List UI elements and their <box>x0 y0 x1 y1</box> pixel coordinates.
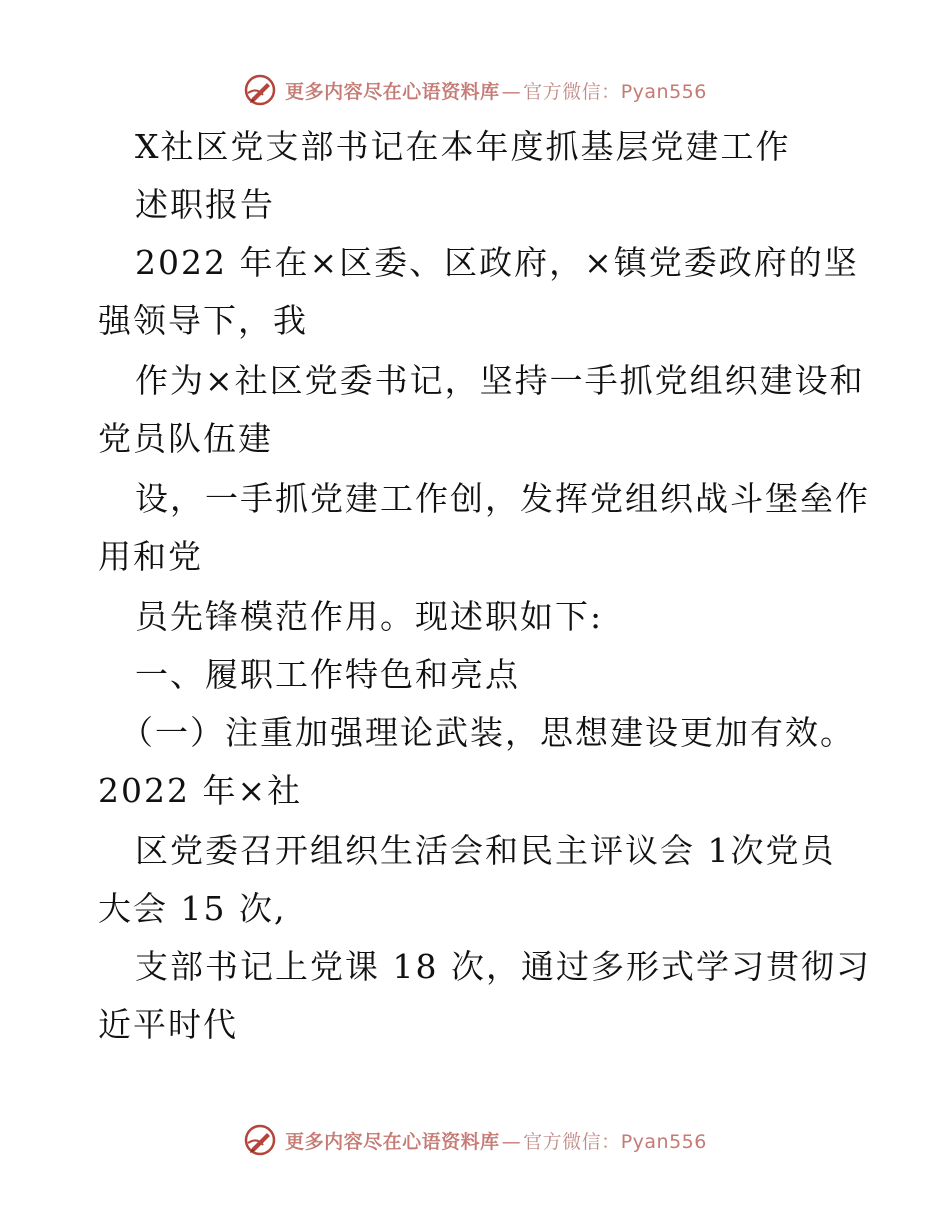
section-heading: 一、履职工作特色和亮点 <box>135 655 520 694</box>
paragraph-line: 近平时代 <box>98 1005 238 1044</box>
paragraph-line: 2022 年×社 <box>98 771 303 810</box>
watermark-text <box>285 1127 707 1154</box>
watermark-text <box>285 77 707 104</box>
document-title-line-2: 述职报告 <box>135 185 275 224</box>
paragraph-line: 作为×社区党委书记，坚持一手抓党组织建设和 <box>135 361 865 400</box>
watermark-wechat-label: 官方微信： <box>523 80 621 103</box>
paragraph-line: 强领导下，我 <box>98 301 308 340</box>
watermark-name: 更多内容尽在心语资料库 <box>285 80 500 103</box>
watermark-dash: — <box>501 80 522 103</box>
pen-logo-icon <box>243 1123 277 1157</box>
watermark-wechat-id: Pyan556 <box>620 80 707 103</box>
subsection-heading: （一）注重加强理论武装，思想建设更加有效。 <box>120 713 855 752</box>
paragraph-line: 大会 15 次, <box>98 889 287 928</box>
document-title-line-1: X社区党支部书记在本年度抓基层党建工作 <box>135 127 791 166</box>
paragraph-line: 2022 年在×区委、区政府，×镇党委政府的坚 <box>135 243 859 282</box>
paragraph-line: 支部书记上党课 18 次，通过多形式学习贯彻习 <box>135 947 871 986</box>
watermark-wechat-id: Pyan556 <box>620 1130 707 1153</box>
watermark-dash: — <box>501 1130 522 1153</box>
paragraph-line: 党员队伍建 <box>98 419 273 458</box>
paragraph-line: 设，一手抓党建工作创，发挥党组织战斗堡垒作 <box>135 479 870 518</box>
watermark-wechat-label: 官方微信： <box>523 1130 621 1153</box>
paragraph-line: 员先锋模范作用。现述职如下: <box>135 597 604 636</box>
paragraph-line: 用和党 <box>98 537 203 576</box>
header-watermark <box>0 70 950 110</box>
watermark-name: 更多内容尽在心语资料库 <box>285 1130 500 1153</box>
pen-logo-icon <box>243 73 277 107</box>
paragraph-line: 区党委召开组织生活会和民主评议会 1次党员 <box>135 831 836 870</box>
footer-watermark <box>0 1120 950 1160</box>
